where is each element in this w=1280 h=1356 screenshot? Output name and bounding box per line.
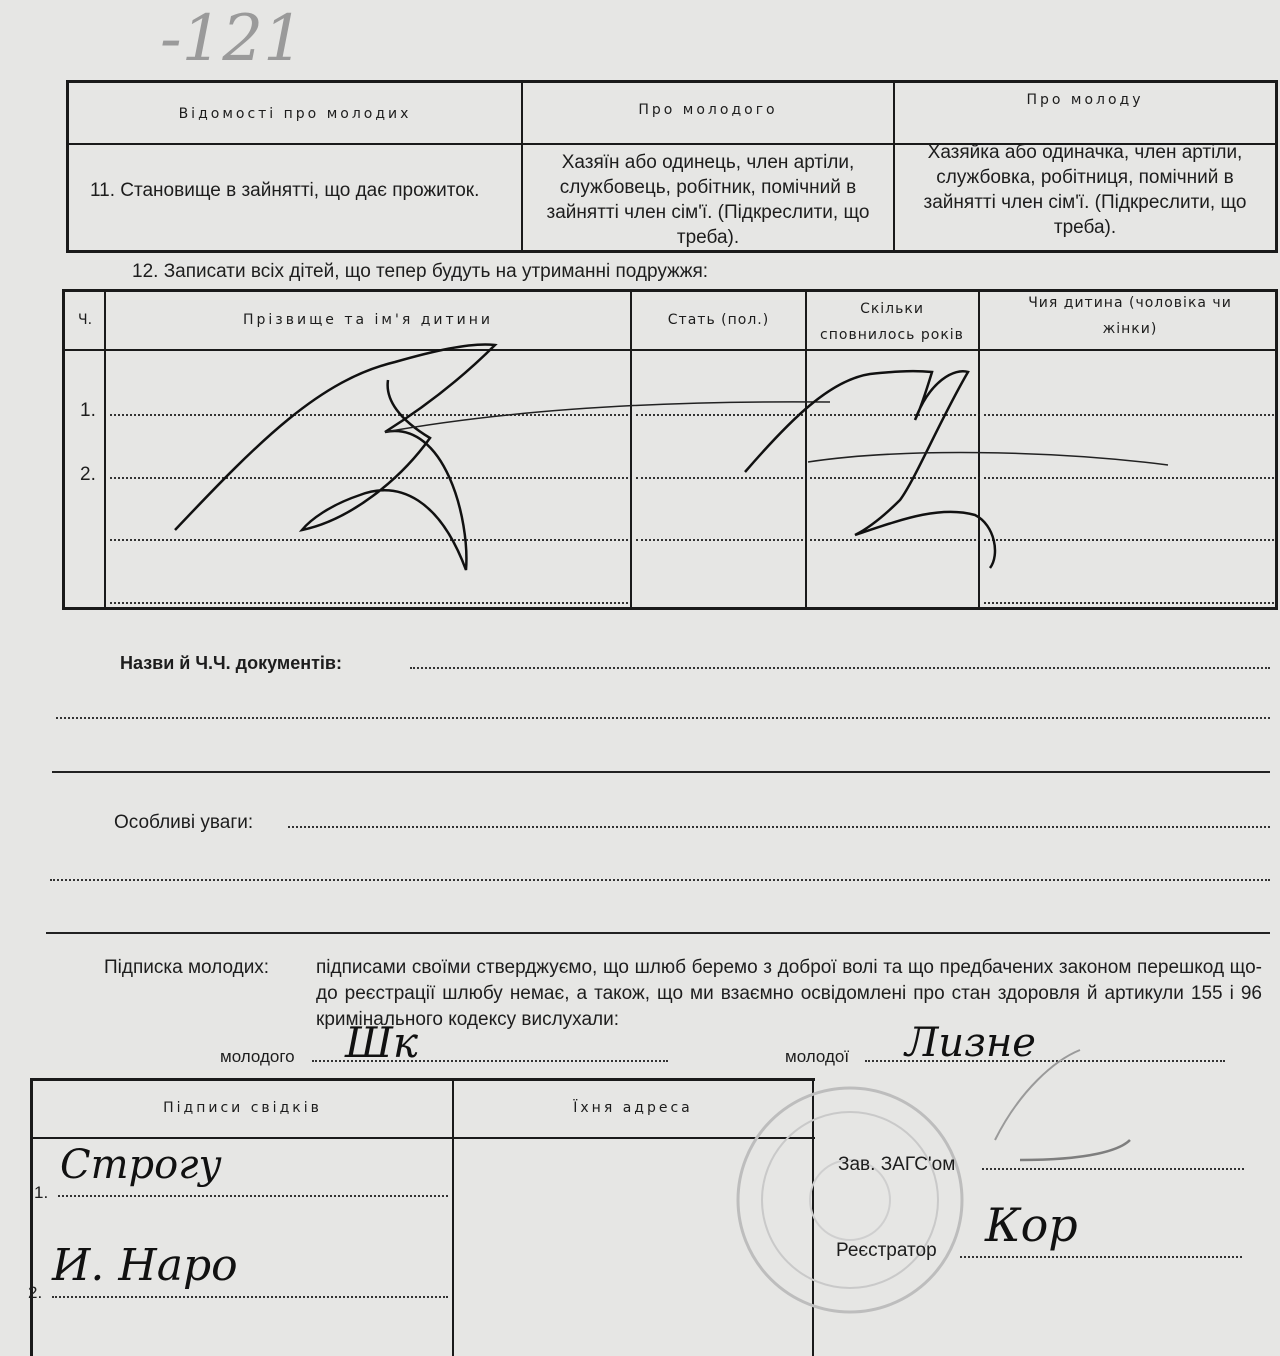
header-witness-address: Їхня адреса xyxy=(573,1100,693,1116)
bride-sign-label: молодої xyxy=(785,1047,850,1066)
child-row-1-number: 1. xyxy=(80,400,96,421)
col-sex: Стать (пол.) xyxy=(667,312,770,328)
witness-2-signature: И. Наро xyxy=(52,1240,238,1291)
registrar-label: Реєстратор xyxy=(836,1240,937,1261)
child-row-2-number: 2. xyxy=(80,464,96,485)
bride-signature: Лизне xyxy=(905,1020,1036,1066)
groom-occupation: Хазяїн або одинець, член артіли, службовець, робітник, помічний в зайнятті член сім'ї. (Підкреслити, що треба). xyxy=(546,152,870,248)
declaration-text: підписами своїми стверджуємо, що шлюб беремо з доброї волі та що предбачених законом перешкод що-до реєстрації шлюбу немає, а також, що ми взаємно освідомлені про стан здоровля й артикули 155 і 96 кримінального кодексу вислухали: xyxy=(316,957,1262,1030)
documents-label: Назви й Ч.Ч. документів: xyxy=(120,653,342,673)
col-age: Скільки сповнилось років xyxy=(820,301,964,343)
col-whose-child: Чия дитина (чоловіка чи жінки) xyxy=(1028,295,1232,337)
remarks-label: Особливі уваги: xyxy=(114,812,254,833)
registrar-signature: Кор xyxy=(985,1198,1078,1252)
declaration-label: Підписка молодих: xyxy=(104,957,270,978)
page-mark: -121 xyxy=(160,2,304,76)
children-title: 12. Записати всіх дітей, що тепер будуть на утриманні подружжя: xyxy=(132,261,709,282)
groom-sign-label: молодого xyxy=(220,1047,295,1066)
witness-2-number: 2. xyxy=(28,1283,43,1302)
header-groom: Про молодого xyxy=(638,102,778,118)
groom-signature: Шк xyxy=(345,1018,419,1067)
header-witness-signatures: Підписи свідків xyxy=(163,1100,322,1116)
head-registry-label: Зав. ЗАГС'ом xyxy=(838,1154,956,1175)
witness-1-number: 1. xyxy=(34,1183,49,1202)
bride-occupation: Хазяйка або одиначка, член артіли, службовка, робітниця, помічний в зайнятті член сім'ї. (Підкреслити, що треба). xyxy=(923,142,1247,238)
row-occupation-label: 11. Становище в зайнятті, що дає прожиток. xyxy=(90,180,480,201)
col-number: Ч. xyxy=(77,312,93,328)
witness-1-signature: Строгу xyxy=(60,1142,222,1188)
header-info: Відомості про молодих xyxy=(178,106,412,122)
col-child-name: Прізвище та ім'я дитини xyxy=(243,312,493,328)
header-bride: Про молоду xyxy=(1026,92,1144,108)
